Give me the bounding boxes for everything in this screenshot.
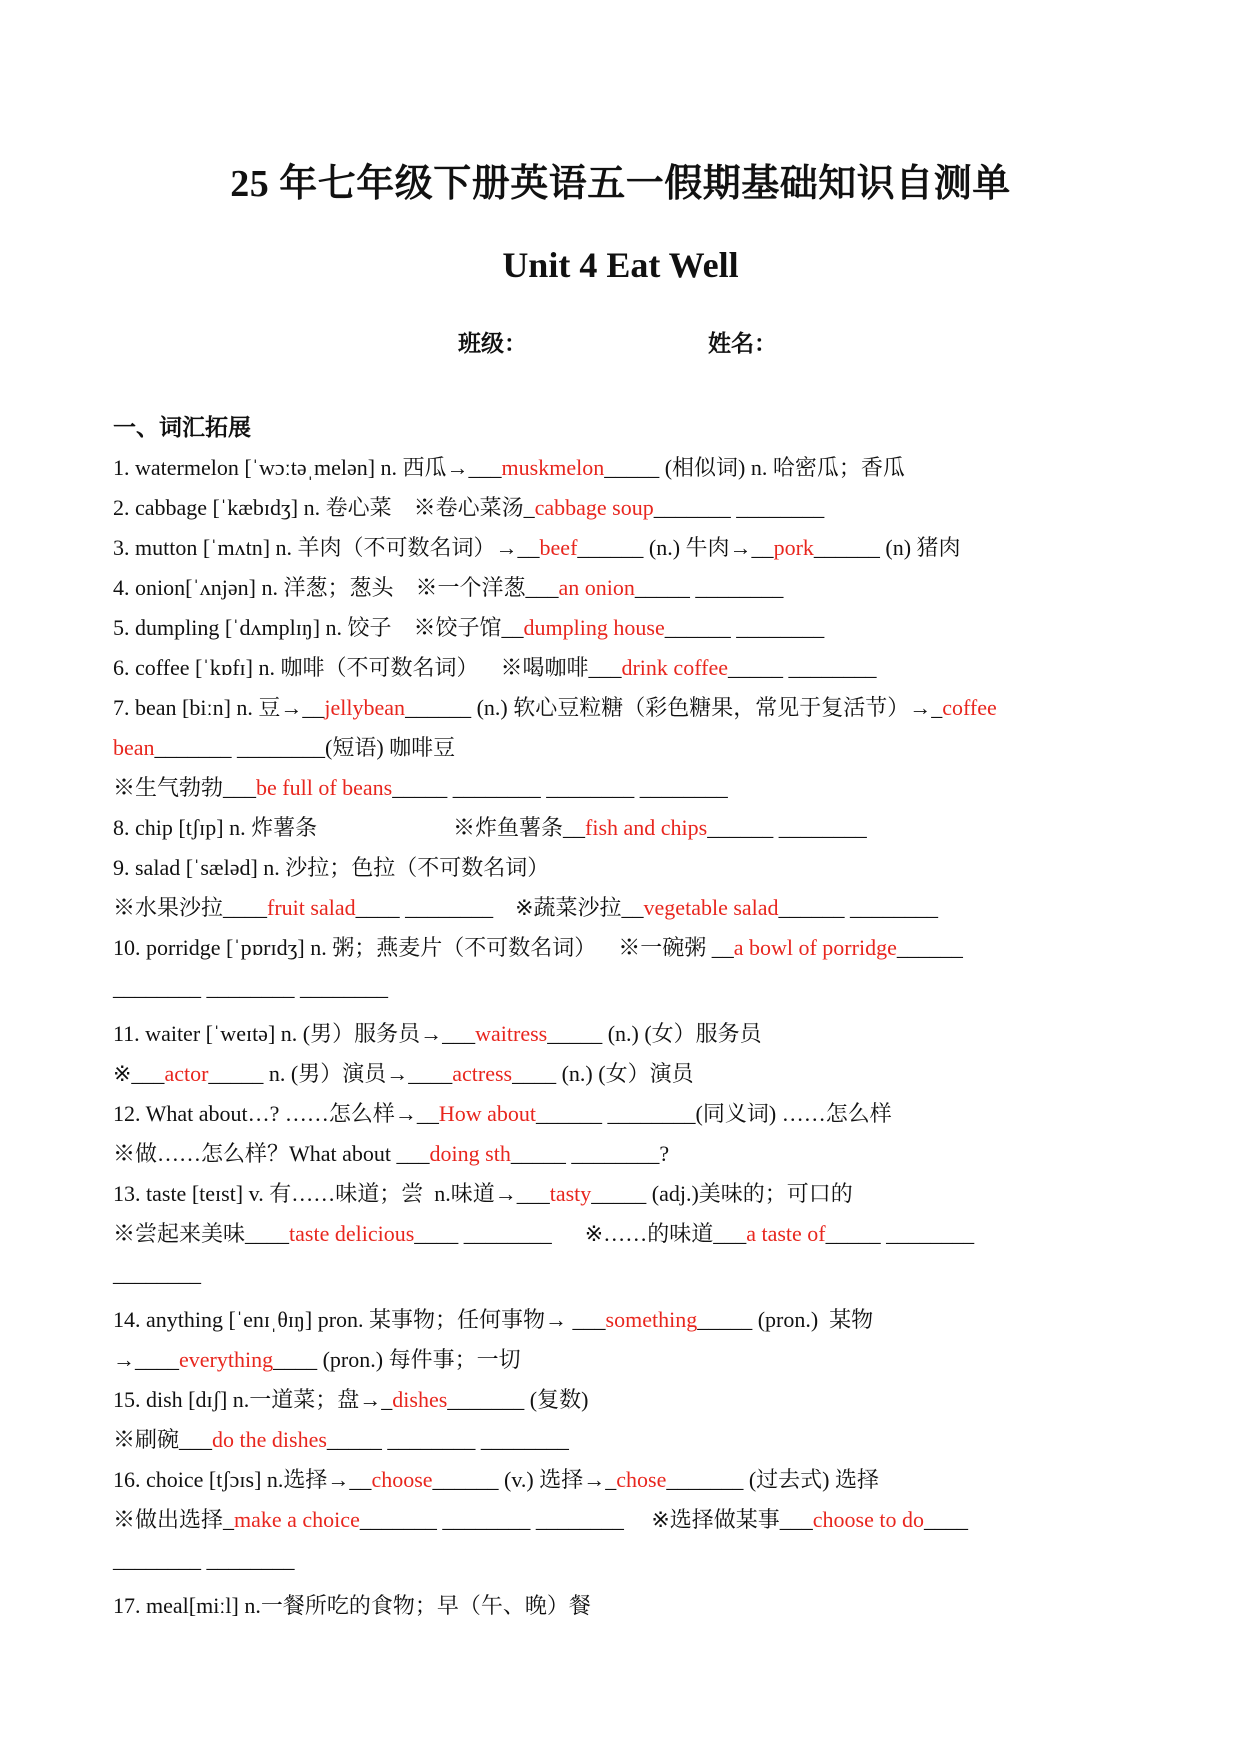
vocab-item-16-phrase bbox=[113, 1500, 1128, 1540]
vocab-item-5 bbox=[113, 608, 1128, 648]
item-text: _______ ________(短语) 咖啡豆 bbox=[154, 735, 456, 760]
vocab-item-4 bbox=[113, 568, 1128, 608]
answer-text: cabbage soup bbox=[534, 495, 654, 520]
item-text: ____ (pron.) 每件事；一切 bbox=[273, 1347, 521, 1372]
vocab-item-7-cont bbox=[113, 728, 1128, 768]
item-text: ______ (n.) 软心豆粒糖（彩色糖果，常见于复活节）→_ bbox=[405, 695, 943, 720]
item-text: 1. watermelon [ˈwɔːtəˌmelən] n. 西瓜→___ bbox=[113, 455, 502, 480]
vocab-item-17 bbox=[113, 1586, 1128, 1626]
answer-text: an onion bbox=[558, 575, 635, 600]
item-text: 7. bean [biːn] n. 豆→__ bbox=[113, 695, 325, 720]
item-text: ※做出选择_ bbox=[113, 1507, 235, 1532]
item-text: _____ ________ ________ ________ bbox=[392, 775, 728, 800]
vocab-item-16 bbox=[113, 1460, 1128, 1500]
item-text: _____ (n.) (女）服务员 bbox=[547, 1021, 762, 1046]
item-text: _______ ________ ________ bbox=[359, 1507, 624, 1532]
name-label: 姓名： bbox=[708, 331, 777, 356]
item-text: _____ n. (男）演员→____ bbox=[208, 1061, 453, 1086]
vocab-item-14 bbox=[113, 1300, 1128, 1340]
item-text: 11. waiter [ˈweɪtə] n. (男）服务员→___ bbox=[113, 1021, 476, 1046]
item-text: ※选择做某事___ bbox=[651, 1507, 813, 1532]
item-text: ______ ________ bbox=[707, 815, 867, 840]
vocab-item-12 bbox=[113, 1094, 1128, 1134]
page-title: 25 年七年级下册英语五一假期基础知识自测单 bbox=[230, 163, 1011, 205]
vocab-item-16-cont bbox=[113, 1540, 1128, 1580]
item-text: ______ ________(同义词) ……怎么样 bbox=[536, 1101, 892, 1126]
item-text: 4. onion[ˈʌnjən] n. 洋葱；葱头 ※一个洋葱___ bbox=[113, 575, 559, 600]
vocab-item-10-cont bbox=[113, 968, 1128, 1008]
vocab-item-3 bbox=[113, 528, 1128, 568]
unit-subtitle: Unit 4 Eat Well bbox=[502, 245, 739, 285]
vocab-item-13-cont bbox=[113, 1254, 1128, 1294]
vocab-item-11-phrase bbox=[113, 1054, 1128, 1094]
answer-text: fish and chips bbox=[585, 815, 708, 840]
answer-text: something bbox=[605, 1307, 698, 1332]
item-text: ________ ________ bbox=[113, 1547, 295, 1572]
item-text: ____ ________ bbox=[414, 1221, 552, 1246]
item-text: ____ ________ bbox=[355, 895, 494, 920]
answer-text: a taste of bbox=[746, 1221, 826, 1246]
answer-text: actress bbox=[452, 1061, 513, 1086]
item-text: ※……的味道___ bbox=[584, 1221, 747, 1246]
item-text: →____ bbox=[113, 1347, 179, 1372]
answer-text: make a choice bbox=[234, 1507, 360, 1532]
item-text: _____ ________? bbox=[510, 1141, 670, 1166]
item-text: ____ bbox=[923, 1507, 968, 1532]
vocab-item-15-phrase bbox=[113, 1420, 1128, 1460]
item-text: ______ ________ bbox=[778, 895, 939, 920]
answer-text: choose bbox=[371, 1467, 433, 1492]
vocab-item-8 bbox=[113, 808, 1128, 848]
item-text: _______ (过去式) 选择 bbox=[666, 1467, 880, 1492]
answer-text: pork bbox=[773, 535, 814, 560]
answer-text: choose to do bbox=[812, 1507, 924, 1532]
item-text: _____ ________ bbox=[825, 1221, 975, 1246]
item-text: ※生气勃勃___ bbox=[113, 775, 257, 800]
answer-text: dumpling house bbox=[523, 615, 665, 640]
item-text: ※刷碗___ bbox=[113, 1427, 213, 1452]
answer-text: actor bbox=[164, 1061, 209, 1086]
answer-text: taste delicious bbox=[289, 1221, 415, 1246]
answer-text: do the dishes bbox=[212, 1427, 327, 1452]
item-text: 6. coffee [ˈkɒfɪ] n. 咖啡（不可数名词） ※喝咖啡___ bbox=[113, 655, 622, 680]
item-text: _____ (相似词) n. 哈密瓜；香瓜 bbox=[604, 455, 905, 480]
answer-text: tasty bbox=[549, 1181, 592, 1206]
answer-text: How about bbox=[438, 1101, 537, 1126]
item-text: ※蔬菜沙拉__ bbox=[515, 895, 644, 920]
vocab-item-14-cont bbox=[113, 1340, 1128, 1380]
class-label: 班级： bbox=[458, 331, 527, 356]
answer-text: dishes bbox=[392, 1387, 448, 1412]
item-text: _______ (复数) bbox=[447, 1387, 589, 1412]
answer-text: coffee bbox=[942, 695, 997, 720]
item-text: ※水果沙拉____ bbox=[113, 895, 268, 920]
item-text: _____ ________ bbox=[634, 575, 784, 600]
answer-text: muskmelon bbox=[501, 455, 605, 480]
item-text: 10. porridge [ˈpɒrɪdʒ] n. 粥；燕麦片（不可数名词） ※一碗粥 __ bbox=[113, 935, 734, 960]
item-text: 13. taste [teɪst] v. 有……味道；尝 n.味道→___ bbox=[113, 1181, 550, 1206]
item-text: 14. anything [ˈenɪˌθɪŋ] pron. 某事物；任何事物→ ___ bbox=[113, 1307, 606, 1332]
item-text: _____ ________ ________ bbox=[326, 1427, 569, 1452]
item-text: ※尝起来美味____ bbox=[113, 1221, 290, 1246]
answer-text: be full of beans bbox=[256, 775, 393, 800]
item-text: _____ ________ bbox=[727, 655, 877, 680]
item-text: 8. chip [tʃɪp] n. 炸薯条 bbox=[113, 815, 318, 840]
section-heading: 一、词汇拓展 bbox=[113, 415, 251, 440]
vocab-item-10 bbox=[113, 928, 1128, 968]
item-text: _____ (adj.)美味的；可口的 bbox=[591, 1181, 853, 1206]
item-text: 15. dish [dɪʃ] n.一道菜；盘→_ bbox=[113, 1387, 393, 1412]
item-text: ________ bbox=[113, 1261, 201, 1286]
item-text: ______ bbox=[896, 935, 963, 960]
item-text: 9. salad [ˈsæləd] n. 沙拉；色拉（不可数名词） bbox=[113, 855, 550, 880]
item-text: ______ (n.) 牛肉→__ bbox=[577, 535, 774, 560]
item-text: ※做……怎么样？What about ___ bbox=[113, 1141, 430, 1166]
item-text: ______ ________ bbox=[664, 615, 825, 640]
vocab-item-2 bbox=[113, 488, 1128, 528]
answer-text: everything bbox=[179, 1347, 274, 1372]
item-text: 17. meal[miːl] n.一餐所吃的食物；早（午、晚）餐 bbox=[113, 1593, 591, 1618]
vocab-item-1 bbox=[113, 448, 1128, 488]
answer-text: a bowl of porridge bbox=[733, 935, 897, 960]
answer-text: beef bbox=[539, 535, 578, 560]
vocab-item-7-phrase bbox=[113, 768, 1128, 808]
answer-text: jellybean bbox=[324, 695, 406, 720]
item-text: 2. cabbage [ˈkæbɪdʒ] n. 卷心菜 ※卷心菜汤_ bbox=[113, 495, 535, 520]
answer-text: fruit salad bbox=[267, 895, 356, 920]
vocab-item-9-phrase bbox=[113, 888, 1128, 928]
answer-text: bean bbox=[113, 735, 155, 760]
vocab-item-9 bbox=[113, 848, 1128, 888]
vocab-item-6 bbox=[113, 648, 1128, 688]
item-text: ____ (n.) (女）演员 bbox=[512, 1061, 694, 1086]
item-text: _______ ________ bbox=[653, 495, 825, 520]
item-text: _____ (pron.) 某物 bbox=[697, 1307, 874, 1332]
vocab-item-13 bbox=[113, 1174, 1128, 1214]
answer-text: vegetable salad bbox=[643, 895, 779, 920]
answer-text: doing sth bbox=[429, 1141, 511, 1166]
item-text: 12. What about…? ……怎么样→__ bbox=[113, 1101, 439, 1126]
item-text: ※炸鱼薯条__ bbox=[453, 815, 586, 840]
answer-text: drink coffee bbox=[621, 655, 728, 680]
item-text: 3. mutton [ˈmʌtn] n. 羊肉（不可数名词）→__ bbox=[113, 535, 540, 560]
item-text: 16. choice [tʃɔɪs] n.选择→__ bbox=[113, 1467, 372, 1492]
item-text: 5. dumpling [ˈdʌmplɪŋ] n. 饺子 ※饺子馆__ bbox=[113, 615, 524, 640]
vocab-item-13-phrase bbox=[113, 1214, 1128, 1254]
item-text: ______ (v.) 选择→_ bbox=[432, 1467, 617, 1492]
answer-text: chose bbox=[616, 1467, 667, 1492]
item-text: ※___ bbox=[113, 1061, 165, 1086]
item-text: ______ (n) 猪肉 bbox=[813, 535, 961, 560]
vocab-item-15 bbox=[113, 1380, 1128, 1420]
vocab-item-7 bbox=[113, 688, 1128, 728]
item-text: ________ ________ ________ bbox=[113, 975, 388, 1000]
worksheet-body bbox=[113, 408, 1128, 1626]
vocab-item-12-phrase bbox=[113, 1134, 1128, 1174]
vocab-item-11 bbox=[113, 1014, 1128, 1054]
answer-text: waitress bbox=[475, 1021, 548, 1046]
